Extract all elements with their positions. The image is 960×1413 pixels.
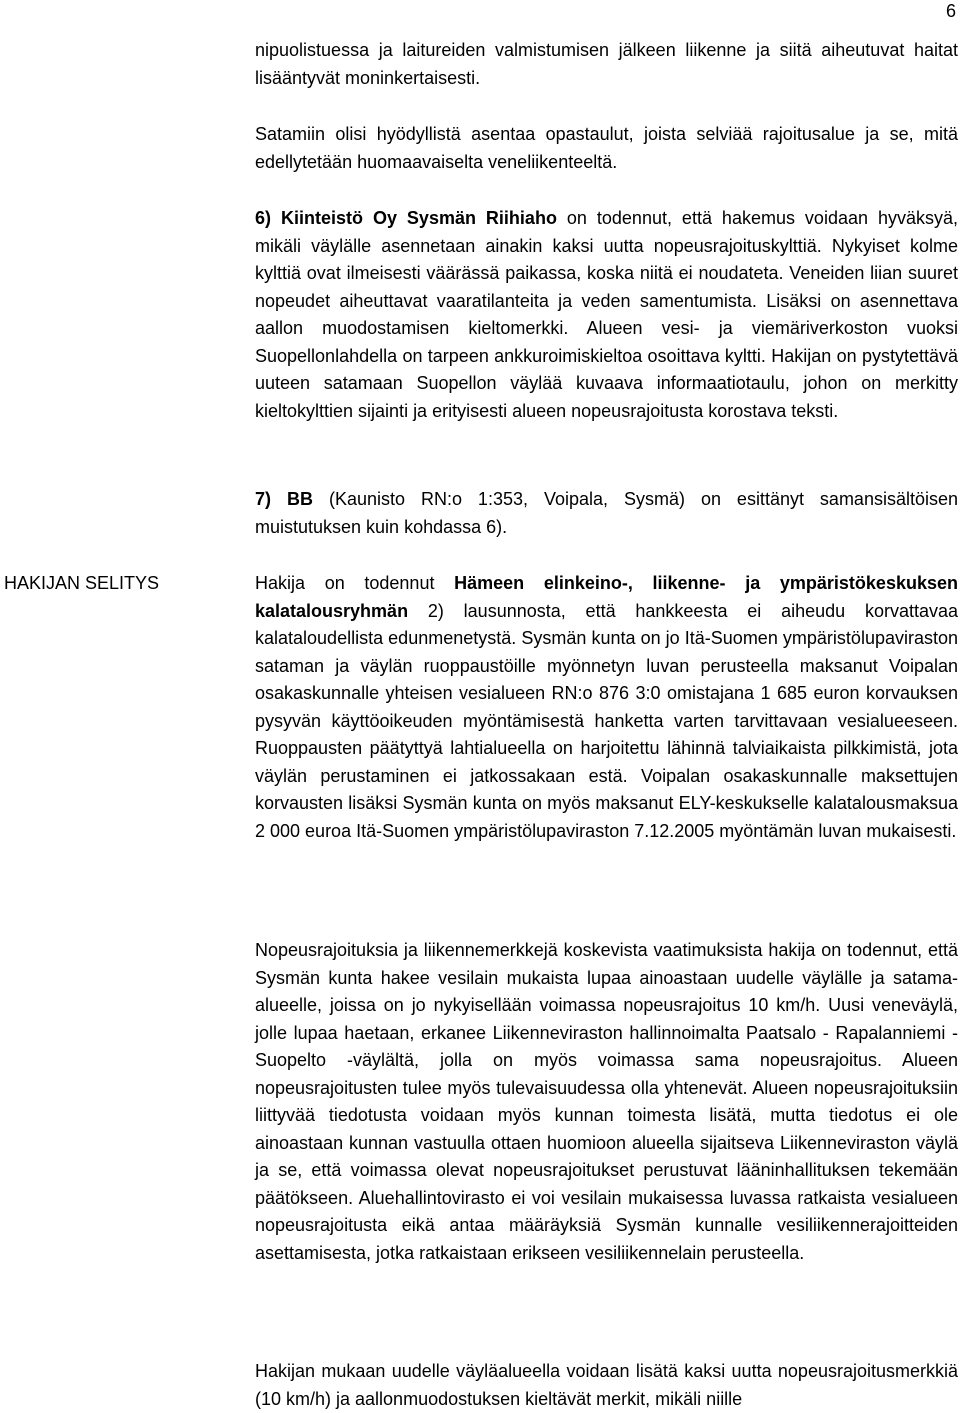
paragraph-bold-lead: Hämeen elinkeino-, liikenne- ja ympäristökeskuksen kalatalousryhmän: [255, 573, 958, 621]
paragraph-4: [255, 486, 958, 541]
paragraph-1: [255, 37, 958, 92]
paragraph-7: [255, 1358, 958, 1413]
paragraph-text: [255, 570, 958, 845]
paragraph-6: [255, 937, 958, 1267]
page-number: 6: [945, 1, 956, 21]
paragraph-body: on todennut, että hakemus voidaan hyväksyä, mikäli väylälle asennetaan ainakin kaksi uutta nopeusrajoituskylttiä. Nykyiset kolme kylttiä ovat ilmeisesti väärässä paikassa, koska niitä ei noudateta. Veneiden liian suuret nopeudet aiheuttavat vaaratilanteita ja veden samentumista. Lisäksi on asennettava aallon muodostamisen kieltomerkki. Alueen vesi- ja viemäriverkoston vuoksi Suopellonlahdella on tarpeen ankkuroimiskieltoa osoittava kyltti. Hakijan on pystytettävä uuteen satamaan Suopellon väylää kuvaava informaatiotaulu, johon on merkitty kieltokylttien sijainti ja erityisesti alueen nopeusrajoitusta korostava teksti.: [255, 208, 958, 421]
paragraph-bold-lead: 6) Kiinteistö Oy Sysmän Riihiaho: [255, 208, 557, 228]
paragraph-text: Satamiin olisi hyödyllistä asentaa opastaulut, joista selviää rajoitusalue ja se, mitä edellytetään huomaavaiselta veneliikenteeltä.: [255, 124, 958, 172]
paragraph-text: Nopeusrajoituksia ja liikennemerkkejä koskevista vaatimuksista hakija on todennut, että Sysmän kunta hakee vesilain mukaista lupaa ainoastaan uudelle väylälle ja satama-alueelle, joissa on jo nykyisellään voimassa nopeusrajoitus 10 km/h. Uusi veneväylä, jolle lupaa haetaan, erkanee Liikenneviraston hallinnoimalta Paatsalo - Rapalanniemi -Suopelto -väylältä, jolla on myös voimassa sama nopeusrajoitus. Alueen nopeusrajoitusten tulee myös tulevaisuudessa olla yhtenevät. Alueen nopeusrajoituksiin liittyvää tiedotusta voidaan myös kunnan toimesta lisätä, mutta tiedotus ei ole ainoastaan kunnan vastuulla ottaen huomioon alueella sijaitseva Liikenneviraston väylä ja se, että voimassa olevat nopeusrajoitukset perustuvat lääninhallituksen tekemään päätökseen. Aluehallintovirasto ei voi vesilain mukaisessa luvassa ratkaista vesialueen nopeusrajoitusta eikä antaa määräyksiä Sysmän kunnalle vesiliikennerajoitteiden asettamisesta, jotka ratkaistaan erikseen vesiliikennelain perusteella.: [255, 940, 958, 1263]
paragraph-text: nipuolistuessa ja laitureiden valmistumisen jälkeen liikenne ja siitä aiheutuvat haitat lisääntyvät moninkertaisesti.: [255, 40, 958, 88]
side-heading: HAKIJAN SELITYS: [4, 573, 160, 593]
paragraph-3: [255, 205, 958, 425]
paragraph-text: Hakijan mukaan uudelle väyläalueella voidaan lisätä kaksi uutta nopeusrajoitusmerkkiä (10 km/h) ja aallonmuodostuksen kieltävät merkit, mikäli niille: [255, 1361, 958, 1409]
paragraph-5: [255, 570, 958, 845]
paragraph-intro: Hakija on todennut: [255, 573, 455, 593]
paragraph-text: [255, 205, 958, 425]
paragraph-body: (Kaunisto RN:o 1:353, Voipala, Sysmä) on esittänyt samansisältöisen muistutuksen kuin kohdassa 6).: [255, 489, 958, 537]
paragraph-2: [255, 121, 958, 176]
paragraph-bold-lead: 7) BB: [255, 489, 313, 509]
paragraph-text: [255, 486, 958, 541]
paragraph-body: 2) lausunnosta, että hankkeesta ei aiheudu korvattavaa kalataloudellista edunmenetystä. Sysmän kunta on jo Itä-Suomen ympäristölupaviraston sataman ja väylän ruoppaustöille myönnetyn luvan perusteella maksanut Voipalan osakaskunnalle yhteisen vesialueen RN:o 876 3:0 omistajana 1 685 euron korvauksen pysyvän käyttöoikeuden myöntämisestä hanketta varten tarvittavaan vesialueeseen. Ruoppausten päätyttyä lahtialueella on harjoitettu lähinnä talviaikaista pilkkimistä, jota väylän perustaminen ei jatkossakaan estä. Voipalan osakaskunnalle maksettujen korvausten lisäksi Sysmän kunta on myös maksanut ELY-keskukselle kalatalousmaksua 2 000 euroa Itä-Suomen ympäristölupaviraston 7.12.2005 myöntämän luvan mukaisesti.: [255, 600, 958, 841]
